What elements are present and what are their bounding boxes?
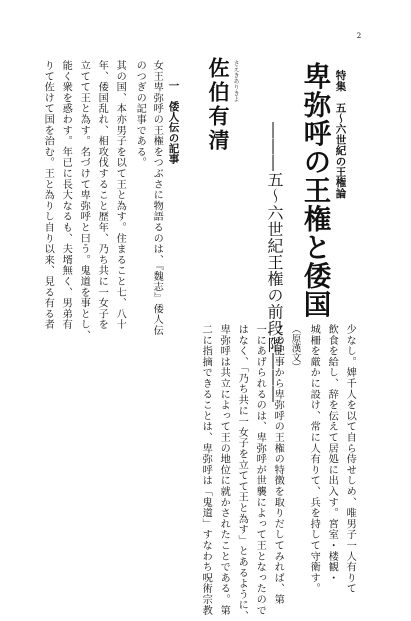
page-subtitle: ―――五〜六世紀王権の前段階―――	[265, 122, 284, 403]
body-line: 女王卑弥呼の王権をつぶさに物語るのは、『魏志』倭人伝	[151, 60, 163, 336]
body-line: 年、倭国乱れ、相攻伐すること歴年、乃ち共に一女子を	[96, 60, 108, 330]
body-line: 能く衆を惑わす。年已に長大なるも、夫壻無く、男弟有	[60, 60, 72, 330]
body-line: 城柵を厳かに設け、常に人有りて、兵を持して守衛す。	[308, 324, 320, 594]
body-line: 其の国、本亦男子を以て王と為す。住まること七、八十	[114, 60, 126, 330]
body-line: りて佐けて国を治む。王と為りし自り以来、見る有る者	[42, 60, 54, 330]
author-reading: さえきありきよ	[232, 60, 239, 102]
body-line: （原漢文）	[289, 324, 301, 372]
series-label: 特集 五〜六世紀の王権論	[334, 70, 347, 199]
body-line: この記事から卑弥呼の王権の特徴を取りだしてみれば、第	[272, 324, 284, 605]
body-line: のつぎの記事である。	[134, 60, 146, 168]
body-line: 少なし。婢千人を以て自ら侍せしめ、唯男子一人有りて	[344, 324, 356, 594]
author-name: 佐伯有清	[206, 57, 231, 153]
body-line: 二に指摘できることは、卑弥呼は「鬼道」すなわち呪術宗教	[200, 324, 212, 616]
body-line: 卑弥呼は共立によって王の地位に就かされたことである。第	[218, 324, 230, 616]
body-line: 一にあげられるのは、卑弥呼が世襲によって王となったので	[254, 324, 266, 616]
page-title: 卑弥呼の王権と倭国	[298, 62, 331, 319]
section-heading: 一 倭人伝の記事	[167, 80, 180, 164]
body-line: 立てて王と為す。名づけて卑弥呼と曰う。鬼道を事とし、	[78, 60, 90, 341]
body-line: 飲食を給し、辞を伝えて居処に出入す。宮室・楼観・	[326, 324, 338, 584]
page-number: 2	[356, 32, 362, 40]
body-line: はなく、「乃ち共に一女子を立てて王と為す」とあるように、	[236, 324, 248, 621]
